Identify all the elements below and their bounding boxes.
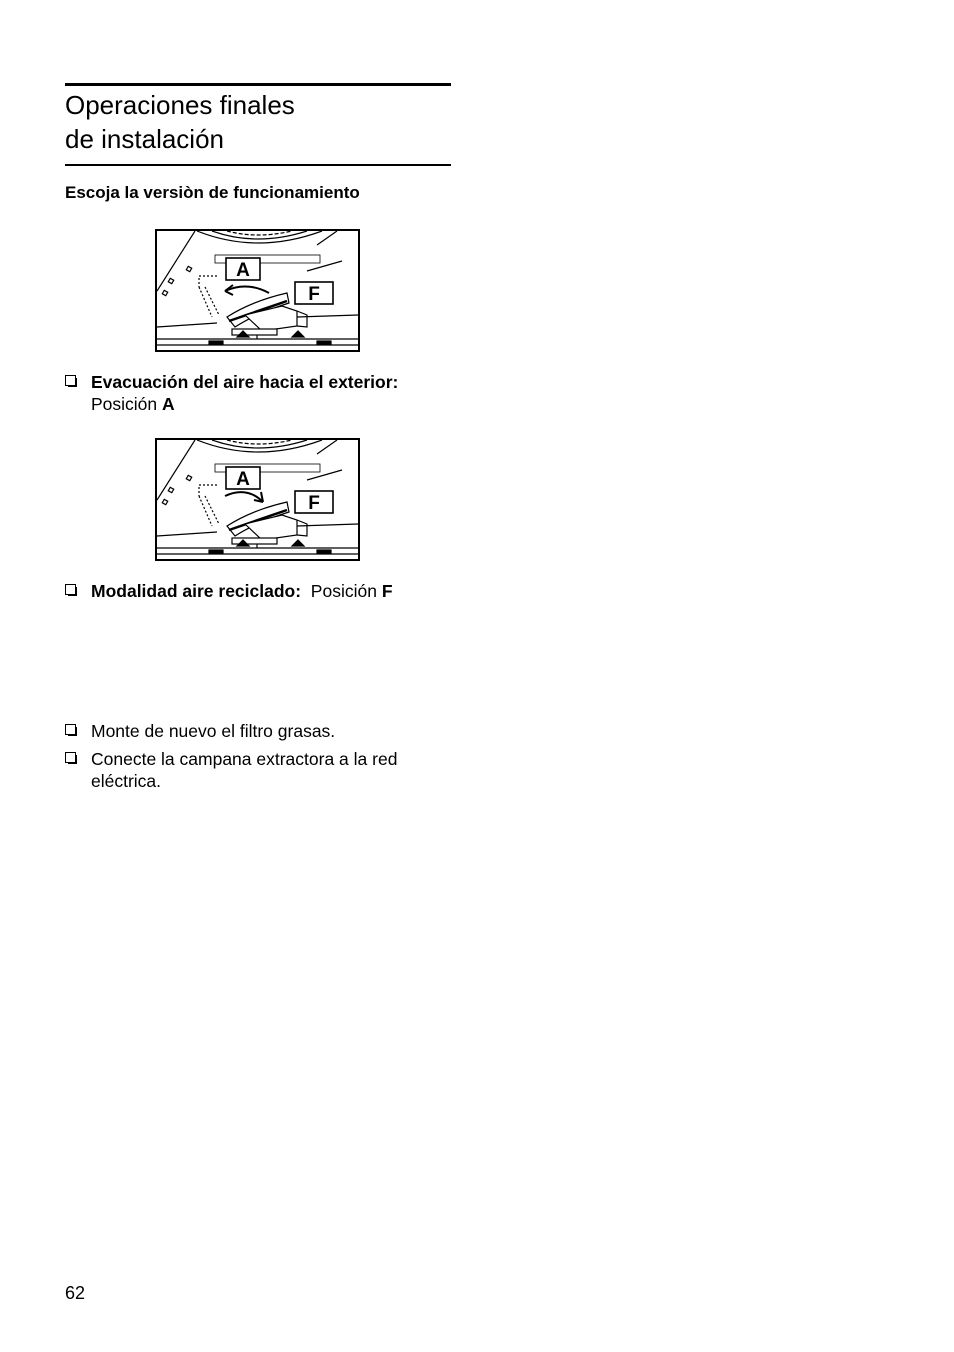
page-number: 62	[65, 1283, 86, 1303]
heading-bottom-rule	[65, 164, 451, 166]
option-exterior-exhaust	[65, 371, 451, 415]
step-refit-filter	[65, 720, 451, 742]
diagram-label-a: A	[236, 469, 250, 490]
option-recirculation	[65, 580, 451, 602]
step-connect-power	[65, 748, 445, 792]
step-text: Monte de nuevo el filtro grasas.	[91, 721, 336, 741]
diagram-label-a: A	[236, 260, 250, 281]
checkbox-icon	[65, 724, 76, 735]
diagram-label-f: F	[308, 284, 320, 305]
page-title-line-1: Operaciones finales	[65, 90, 295, 120]
checkbox-icon	[65, 584, 76, 595]
diagram-label-f: F	[308, 493, 320, 514]
option-label: Evacuación del aire hacia el exterior:	[91, 372, 399, 392]
option-position-text: Posición	[91, 394, 163, 414]
checkbox-icon	[65, 752, 76, 763]
section-subheading: Escoja la versiòn de funcionamiento	[65, 183, 360, 202]
option-position-value: F	[381, 581, 393, 601]
diagram-position-f	[155, 438, 360, 561]
option-label: Modalidad aire reciclado:	[91, 581, 302, 601]
checkbox-icon	[65, 375, 76, 386]
option-position-text: Posición	[310, 581, 382, 601]
step-text: Conecte la campana extractora a la red eléctrica.	[91, 749, 398, 791]
page-title-line-2: de instalación	[65, 124, 224, 154]
page-title	[65, 88, 451, 156]
heading-top-rule	[65, 83, 451, 86]
option-position-value: A	[162, 394, 175, 414]
diagram-position-a	[155, 229, 360, 352]
